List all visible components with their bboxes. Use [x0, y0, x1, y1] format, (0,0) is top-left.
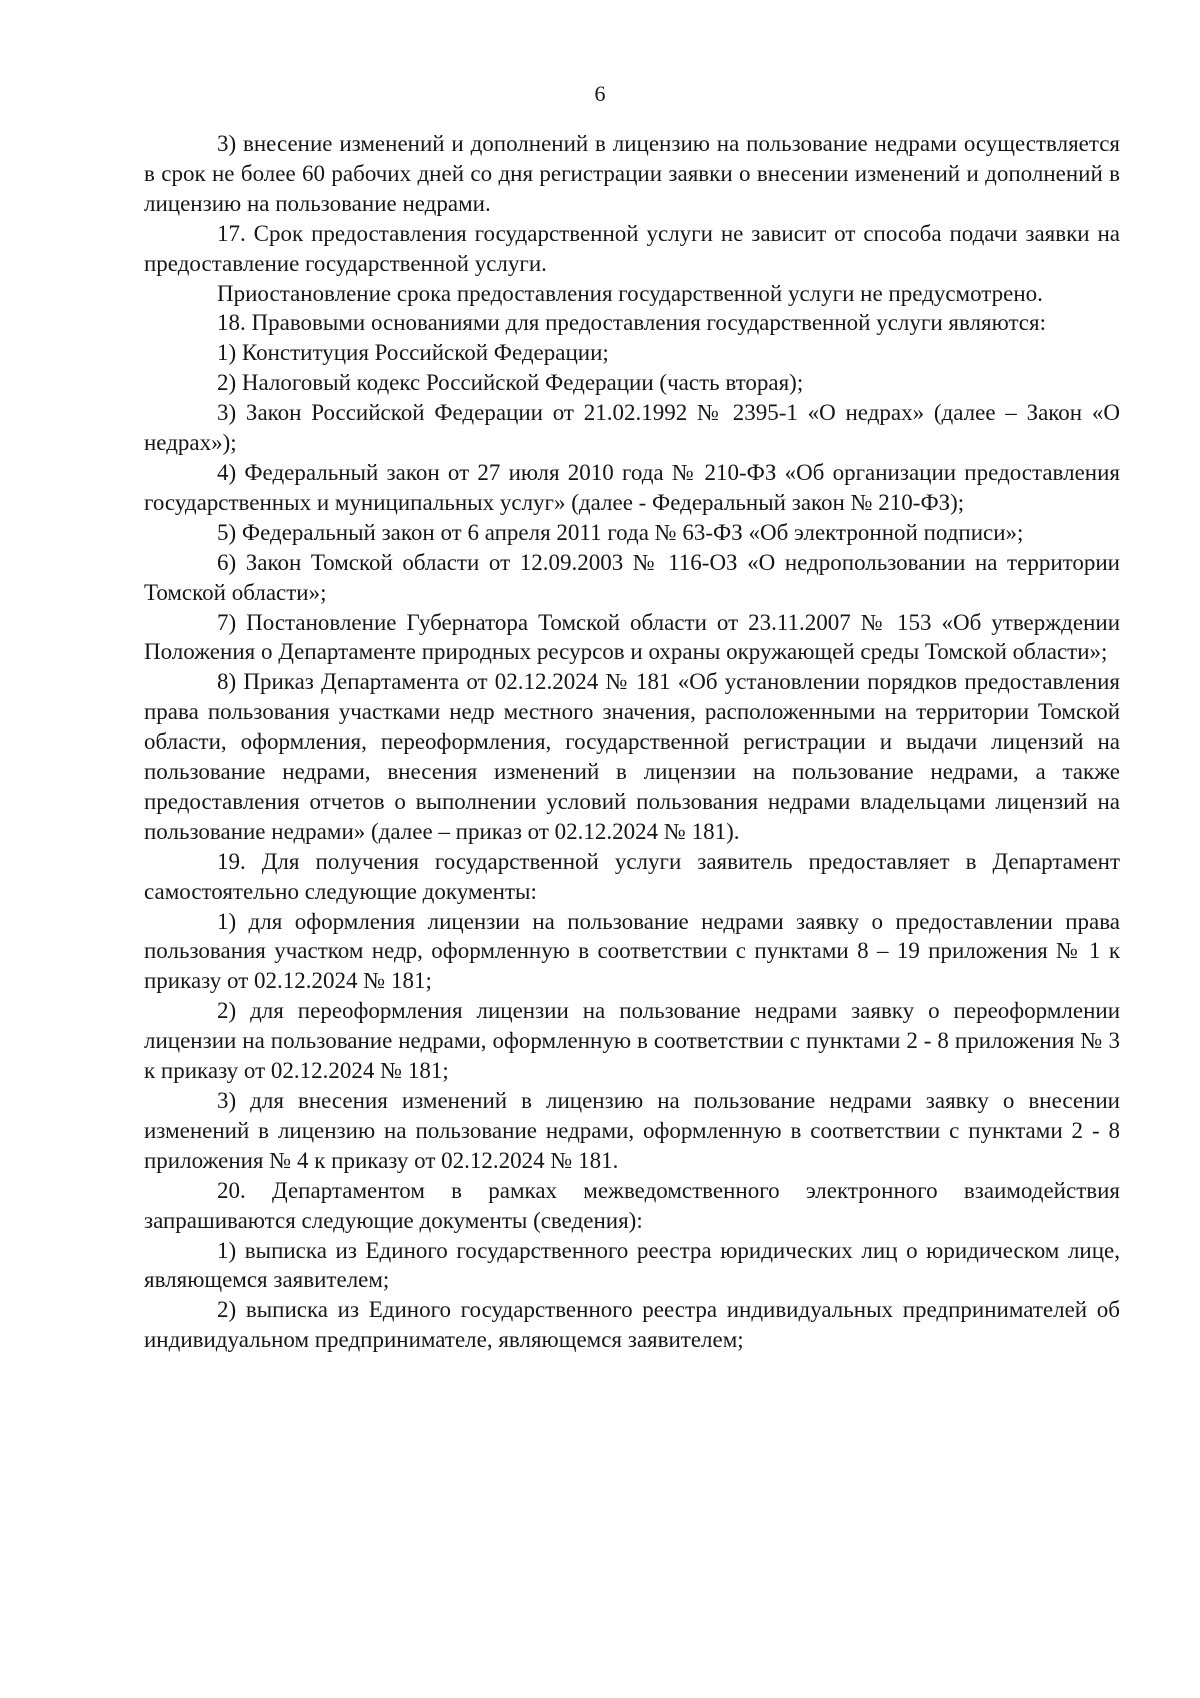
list-item-license-reissue-application: 2) для переоформления лицензии на пользование недрами заявку о переоформлении лицензии на пользование недрами, оформленную в соответствии с пунктами 2 - 8 приложения № 3 к приказу от 02.12.2024 № 181; [144, 998, 1120, 1084]
document-body [144, 129, 1120, 1355]
paragraph-18: 18. Правовыми основаниями для предоставления государственной услуги являются: [217, 310, 1046, 336]
list-item-governor-resolution: 7) Постановление Губернатора Томской области от 23.11.2007 № 153 «Об утверждении Положения о Департаменте природных ресурсов и охраны окружающей среды Томской области»; [144, 609, 1120, 665]
list-item-license-issue-application: 1) для оформления лицензии на пользование недрами заявку о предоставлении права пользования участком недр, оформленную в соответствии с пунктами 8 – 19 приложения № 1 к приказу от 02.12.2024 № 181; [144, 908, 1120, 994]
list-item-federal-law-63: 5) Федеральный закон от 6 апреля 2011 года № 63-ФЗ «Об электронной подписи»; [217, 519, 1024, 545]
paragraph-19: 19. Для получения государственной услуги заявитель предоставляет в Департамент самостоятельно следующие документы: [144, 848, 1120, 904]
list-item-subsoil-law: 3) Закон Российской Федерации от 21.02.1992 № 2395-1 «О недрах» (далее – Закон «О недрах»); [144, 400, 1120, 456]
list-item-tax-code: 2) Налоговый кодекс Российской Федерации (часть вторая); [217, 370, 804, 396]
list-item-tomsk-law: 6) Закон Томской области от 12.09.2003 № 116-ОЗ «О недропользовании на территории Томской области»; [144, 549, 1120, 605]
list-item-license-change-application: 3) для внесения изменений в лицензию на пользование недрами заявку о внесении изменений в лицензию на пользование недрами, оформленную в соответствии с пунктами 2 - 8 приложения № 4 к приказу от 02.12.2024 № 181. [144, 1088, 1120, 1173]
paragraph-suspension: Приостановление срока предоставления государственной услуги не предусмотрено. [217, 280, 1043, 306]
list-item-egrip-extract: 2) выписка из Единого государственного реестра индивидуальных предпринимателей об индивидуальном предпринимателе, являющемся заявителем; [144, 1297, 1120, 1353]
paragraph-17: 17. Срок предоставления государственной услуги не зависит от способа подачи заявки на предоставление государственной услуги. [144, 220, 1120, 276]
list-item-constitution: 1) Конституция Российской Федерации; [217, 340, 609, 366]
paragraph-item-3-changes: 3) внесение изменений и дополнений в лицензию на пользование недрами осуществляется в срок не более 60 рабочих дней со дня регистрации заявки о внесении изменений и дополнений в лицензию на пользование недрами. [144, 131, 1120, 216]
paragraph-20: 20. Департаментом в рамках межведомственного электронного взаимодействия запрашиваются следующие документы (сведения): [144, 1177, 1120, 1233]
list-item-egrul-extract: 1) выписка из Единого государственного реестра юридических лиц о юридическом лице, являющемся заявителем; [144, 1237, 1120, 1293]
list-item-department-order: 8) Приказ Департамента от 02.12.2024 № 181 «Об установлении порядков предоставления права пользования участками недр местного значения, расположенными на территории Томской области, оформления, переоформления, государственной регистрации и выдачи лицензий на пользование недрами, внесения изменений в лицензии на пользование недрами, а также предоставления отчетов о выполнении условий пользования недрами владельцами лицензий на пользование недрами» (далее – приказ от 02.12.2024 № 181). [144, 669, 1120, 844]
page-number: 6 [594, 81, 606, 106]
list-item-federal-law-210: 4) Федеральный закон от 27 июля 2010 года № 210-ФЗ «Об организации предоставления государственных и муниципальных услуг» (далее - Федеральный закон № 210-ФЗ); [144, 459, 1120, 515]
